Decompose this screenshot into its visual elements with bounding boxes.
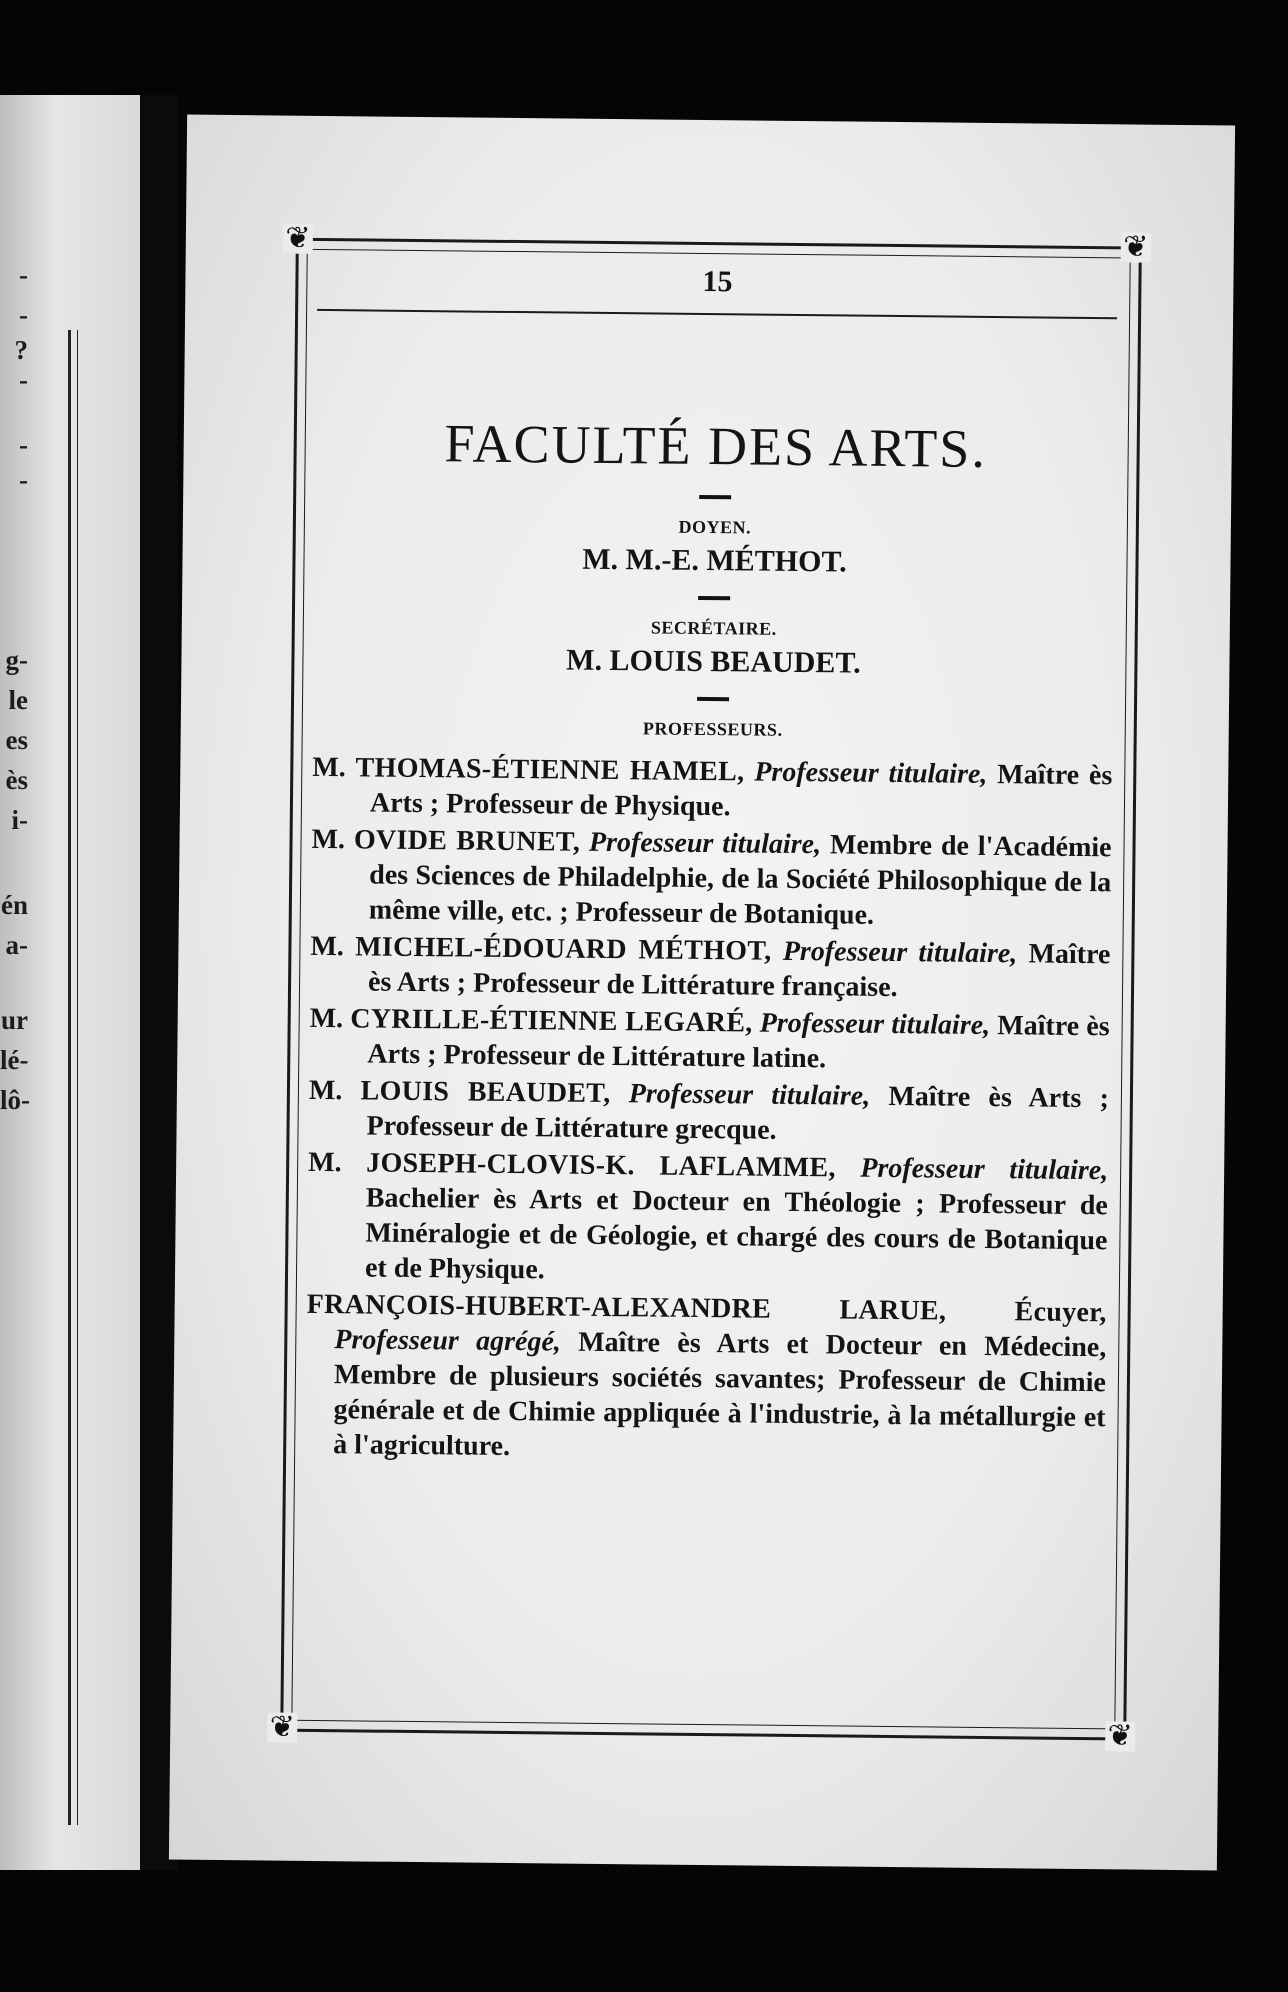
previous-page-fragment: én [1, 890, 28, 920]
professor-entry [305, 1287, 1107, 1470]
professor-name: MICHEL-ÉDOUARD MÉTHOT, [354, 931, 772, 967]
page-number: 15 [702, 264, 733, 299]
entry-prefix: M. [311, 823, 346, 856]
previous-page-fragment: - [19, 430, 28, 460]
professor-name: LOUIS BEAUDET, [360, 1075, 611, 1110]
previous-page-fragment: - [19, 465, 28, 495]
previous-page-fragment: ès [5, 765, 28, 795]
entry-prefix: M. [308, 1146, 342, 1179]
secretary-label: SECRÉTAIRE. [650, 617, 777, 639]
dean-label: DOYEN. [678, 516, 752, 538]
section-dash [699, 495, 731, 499]
professor-entry [308, 1073, 1109, 1151]
entry-prefix: M. [312, 751, 346, 784]
previous-page-fragment: - [19, 300, 28, 330]
professor-details: Maître ès Arts et Docteur en Médecine, Membre de plusieurs sociétés savantes; Professeur de Chimie générale et de Chimie appliquée à l'industrie, à la métallurgie et à l'agriculture. [333, 1326, 1107, 1463]
previous-page-fragment: ur [1, 1005, 28, 1035]
previous-page-fragment: ? [14, 335, 28, 365]
professor-entry [312, 750, 1113, 828]
professor-details: Membre de l'Académie des Sciences de Philadelphie, de la Société Philosophique de la même ville, etc. ; Professeur de Botanique. [368, 829, 1112, 931]
fleuron-ornament-icon: ❦ [283, 224, 313, 254]
professor-name: OVIDE BRUNET, [353, 824, 581, 858]
previous-page-fragment: a- [5, 930, 28, 960]
entry-prefix: M. [308, 1074, 343, 1107]
previous-page-fragment: lô- [0, 1085, 30, 1115]
fleuron-ornament-icon: ❦ [1105, 1721, 1135, 1751]
previous-page-fragment: le [8, 685, 28, 715]
entry-prefix: M. [309, 1002, 344, 1035]
previous-page-fragment: - [19, 260, 28, 290]
entry-prefix: M. [310, 930, 345, 963]
page-title: FACULTÉ DES ARTS. [444, 413, 988, 479]
professors-list [305, 750, 1112, 1470]
professor-name: JOSEPH-CLOVIS-K. LAFLAMME, [366, 1147, 836, 1184]
previous-page [0, 95, 140, 1870]
professor-entry [311, 822, 1112, 935]
professor-details: Maître ès Arts ; Professeur de Littérature latine. [367, 1010, 1110, 1075]
professor-role: Professeur agrégé, [334, 1324, 562, 1358]
professor-entry [309, 1001, 1110, 1079]
professor-details: Bachelier ès Arts et Docteur en Théologie ; Professeur de Minéralogie et de Géologie, et chargé des cours de Botanique et de Physique. [364, 1182, 1108, 1286]
professor-role: Professeur titulaire, [782, 935, 1018, 970]
professor-role: Professeur titulaire, [754, 756, 988, 790]
header-rule [317, 309, 1117, 319]
professor-role: Professeur titulaire, [588, 826, 822, 861]
professors-label: PROFESSEURS. [642, 718, 783, 740]
section-dash [698, 596, 730, 600]
previous-page-fragment: es [5, 725, 28, 755]
fleuron-ornament-icon: ❦ [1121, 232, 1151, 262]
professor-name: THOMAS-ÉTIENNE HAMEL, [355, 752, 745, 788]
professor-role: Professeur titulaire, [860, 1152, 1109, 1187]
previous-page-border [68, 330, 78, 1825]
professor-role: Professeur titulaire, [759, 1007, 991, 1042]
professor-entry [307, 1145, 1108, 1293]
fleuron-ornament-icon: ❦ [267, 1712, 297, 1742]
professor-entry [310, 929, 1111, 1007]
professor-details: Maître ès Arts ; Professeur de Physique. [369, 759, 1113, 823]
professor-details: Maître ès Arts ; Professeur de Littérature grecque. [366, 1080, 1110, 1146]
previous-page-fragment: - [19, 365, 28, 395]
previous-page-fragment: g- [5, 645, 28, 675]
secretary-name: M. LOUIS BEAUDET. [566, 643, 861, 680]
previous-page-fragment: i- [11, 805, 28, 835]
dean-name: M. M.-E. MÉTHOT. [582, 542, 847, 579]
professor-details: Maître ès Arts ; Professeur de Littérature française. [367, 938, 1111, 1004]
professor-name: FRANÇOIS-HUBERT-ALEXANDRE LARUE, Écuyer, [306, 1288, 1107, 1329]
professor-name: CYRILLE-ÉTIENNE LEGARÉ, [350, 1003, 753, 1039]
section-dash [697, 697, 729, 701]
page [169, 115, 1235, 1871]
page-content [305, 256, 1118, 1472]
previous-page-fragment: lé- [0, 1045, 29, 1075]
professor-role: Professeur titulaire, [628, 1078, 871, 1112]
